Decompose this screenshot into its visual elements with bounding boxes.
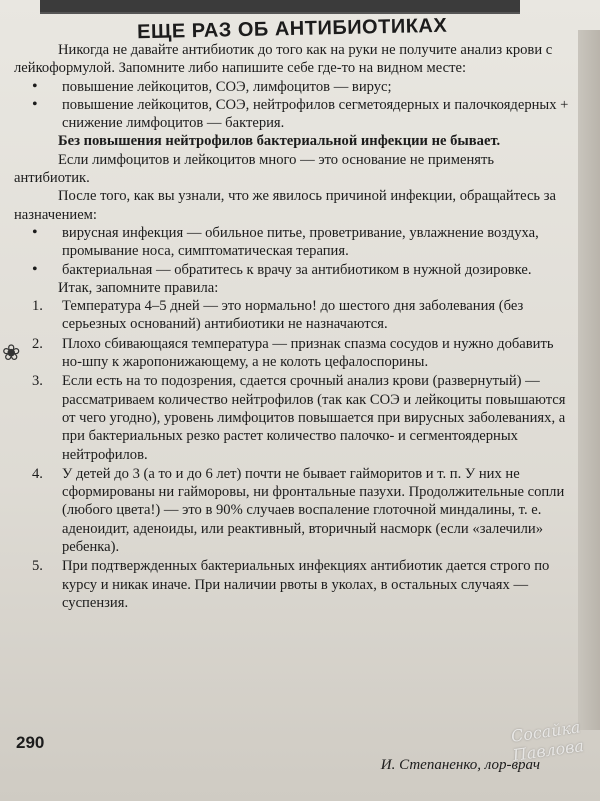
rule-number: 4. [32, 465, 43, 482]
treatment-paragraph: После того, как вы узнали, что же явилось причиной инфекции, обращайтесь за назначением: [14, 188, 556, 223]
list-item: • вирусная инфекция — обильное питье, проветривание, увлажнение воздуха, промывание носа, симптоматическая терапия. [62, 224, 570, 261]
list-item: • бактериальная — обратитесь к врачу за антибиотиком в нужной дозировке. [62, 261, 570, 279]
rule-text: При подтвержденных бактериальных инфекциях антибиотик дается строго по курсу и никак иначе. При наличии рвоты в уколах, в остальных случаях — суспензия. [62, 558, 550, 611]
rules-list [14, 297, 570, 612]
list-item: • повышение лейкоцитов, СОЭ, лимфоцитов — вирус; [62, 78, 570, 96]
article-title: ЕЩЕ РАЗ ОБ АНТИБИОТИКАХ [136, 14, 448, 44]
rule-item [32, 335, 570, 372]
rule-item [32, 557, 570, 612]
blood-test-bullets [14, 78, 570, 133]
rule-number: 5. [32, 558, 43, 575]
rule-number: 3. [32, 373, 43, 390]
list-item: • повышение лейкоцитов, СОЭ, нейтрофилов сегметоядерных и палочкоядерных + снижение лимфоцитов — бактерия. [62, 96, 570, 133]
rule-number: 1. [32, 298, 43, 315]
rule-text: Плохо сбивающаяся температура — признак спазма сосудов и нужно добавить но-шпу к жаропонижающему, а не колоть цефалоспорины. [62, 335, 554, 371]
margin-mark-icon: ❀ [2, 340, 21, 365]
page-number: 290 [16, 733, 45, 752]
rule-text: Если есть на то подозрения, сдается срочный анализ крови (развернутый) — рассматриваем количество нейтрофилов (так как СОЭ и лейкоциты повышаются от чего угодно), уровень лимфоцитов повышается при вирусных заболеваниях, а при бактериальных резко растет количество палочко- и сегментоядерных нейтрофилов. [62, 373, 566, 463]
rule-item [32, 465, 570, 556]
intro-paragraph: Никогда не давайте антибиотик до того как на руки не получите анализ крови с лейкоформулой. Запомните либо напишите себе где-то на видном месте: [14, 42, 553, 77]
rules-intro: Итак, запомните правила: [58, 279, 219, 296]
article-body [14, 41, 570, 612]
rule-text: Температура 4–5 дней — это нормально! до шестого дня заболевания (без серьезных оснований) антибиотики не назначаются. [62, 298, 524, 333]
rule-item [32, 372, 570, 463]
rule-text: У детей до 3 (а то и до 6 лет) почти не бывает гайморитов и т. п. У них не сформированы ни гайморовы, ни фронтальные пазухи. Продолжительные сопли (любого цвета!) — это в 90% случаев воспаление глоточной миндалины, т. е. аденоидит, аденоиды, или реактивный, вторичный насморк (если «залечили» ребенка). [62, 465, 565, 556]
bold-statement: Без повышения нейтрофилов бактериальной инфекции не бывает. [58, 133, 501, 150]
rule-number: 2. [32, 335, 43, 352]
lymphocytes-paragraph: Если лимфоцитов и лейкоцитов много — это основание не применять антибиотик. [14, 151, 495, 187]
treatment-bullets [14, 224, 570, 279]
author-signature: И. Степаненко, лор-врач [380, 757, 540, 773]
watermark: Сосайка Павлова [509, 717, 586, 765]
adjacent-page-strip [578, 30, 600, 730]
rule-item [32, 297, 570, 334]
